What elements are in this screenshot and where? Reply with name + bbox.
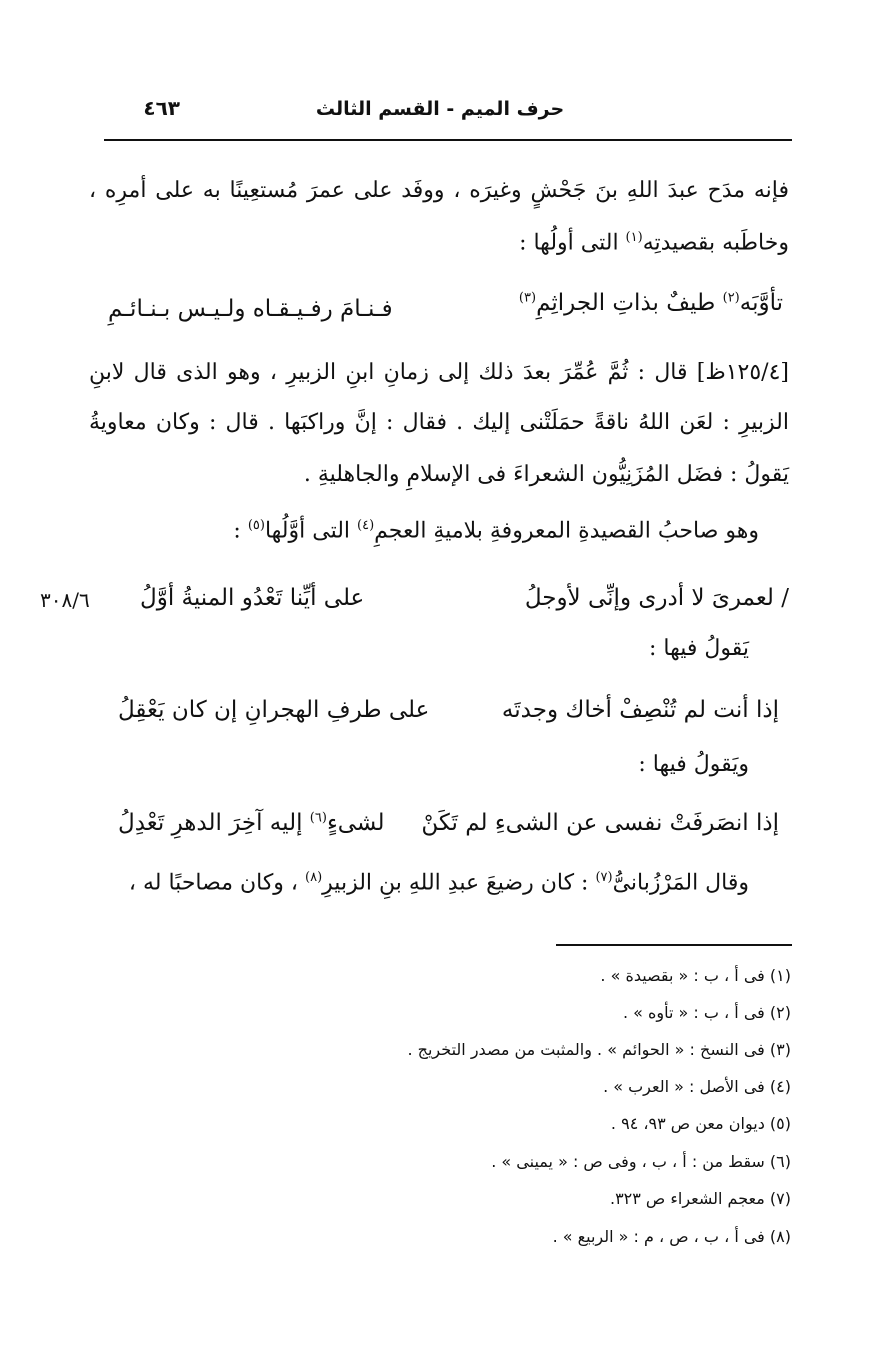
- paragraph-2-line-1: [١٢٥/٤ظ] قال : ثُمَّ عُمِّرَ بعدَ ذلك إلى زمانِ ابنِ الزبيرِ ، وهو الذى قال لابنِ: [89, 360, 789, 385]
- verse-2-first-hemistich: / لعمرىَ لا أدرى وإنِّى لأوجلُ: [524, 585, 789, 611]
- footnote-5: (٥) ديوان معن ص ٩٣، ٩٤ .: [610, 1114, 791, 1133]
- text-run: :: [233, 518, 248, 544]
- text-run: إليه آخِرَ الدهرِ تَعْدِلُ: [118, 810, 310, 836]
- text-run: التى أولُها :: [519, 230, 626, 256]
- page-number: ٤٦٣: [143, 96, 180, 120]
- paragraph-2-line-3: يَقولُ : فضَل المُزَنِيُّون الشعراءَ فى الإسلامِ والجاهليةِ .: [303, 462, 789, 487]
- text-run: لشىءٍ: [326, 810, 385, 836]
- says-in-it-2: ويَقولُ فيها :: [638, 752, 749, 777]
- footnote-6: (٦) سقط من : أ ، ب ، وفى ص : « يمينى » .: [491, 1152, 791, 1171]
- verse-2-second-hemistich: على أيِّنا تَعْدُو المنيةُ أوَّلُ: [140, 585, 365, 611]
- footnote-1: (١) فى أ ، ب : « بقصيدة » .: [600, 966, 791, 985]
- text-run: طيفٌ بذاتِ الجراثِمِ: [536, 290, 723, 316]
- footnote-ref-4: (٤): [357, 518, 375, 533]
- footnote-ref-2: (٢): [722, 290, 740, 306]
- running-header-title: حرف الميم - القسم الثالث: [315, 98, 565, 120]
- text-run: : كان رضيعَ عبدِ اللهِ بنِ الزبيرِ: [322, 870, 596, 896]
- text-run: وخاطَبه بقصيدتِه: [642, 230, 789, 256]
- footnote-8: (٨) فى أ ، ب ، ص ، م : « الربيع » .: [552, 1227, 791, 1246]
- text-run: وقال المَرْزُبانىُّ: [612, 870, 749, 896]
- footnote-3: (٣) فى النسخ : « الحوائم » . والمثبت من مصدر التخريج .: [407, 1040, 791, 1059]
- text-run: ، وكان مصاحبًا له ،: [128, 870, 306, 896]
- verse-1-second-hemistich: فـنـامَ رفـيـقـاه ولـيـس بـنـائـمِ: [108, 296, 393, 322]
- footnote-ref-8: (٨): [305, 870, 323, 885]
- says-in-it-1: يَقولُ فيها :: [649, 636, 749, 661]
- text-run: وهو صاحبُ القصيدةِ المعروفةِ بلاميةِ العجمِ: [374, 518, 759, 544]
- paragraph-2-line-2: الزبيرِ : لعَن اللهُ ناقةً حمَلَتْنى إليك . فقال : إنَّ وراكبَها . قال : وكان معاويةُ: [89, 410, 789, 435]
- margin-reference: ٣٠٨/٦: [40, 588, 90, 612]
- verse-3-first-hemistich: إذا أنت لم تُنْصِفْ أخاك وجدتَه: [501, 697, 779, 723]
- footnote-ref-5: (٥): [247, 518, 265, 533]
- verse-4-second-hemistich: [118, 810, 384, 836]
- footnote-ref-7: (٧): [595, 870, 613, 885]
- footnote-ref-1: (١): [625, 230, 643, 245]
- paragraph-1-line-1: فإنه مدَح عبدَ اللهِ بنَ جَحْشٍ وغيرَه ، ووفَد على عمرَ مُستعِينًا به على أمرِه ،: [89, 178, 789, 203]
- paragraph-1-line-2: [89, 230, 789, 255]
- verse-4-first-hemistich: إذا انصَرفَتْ نفسى عن الشىءِ لم تَكَنْ: [421, 810, 779, 836]
- footnote-7: (٧) معجم الشعراء ص ٣٢٣.: [609, 1189, 791, 1208]
- paragraph-3: [59, 518, 759, 543]
- footnote-ref-3: (٣): [518, 290, 537, 306]
- paragraph-4: [49, 870, 749, 895]
- header-rule: [104, 139, 792, 141]
- footnote-ref-6: (٦): [309, 810, 327, 826]
- text-run: التى أوَّلُها: [264, 518, 358, 544]
- verse-3-second-hemistich: على طرفِ الهجرانِ إن كان يَعْقِلُ: [118, 697, 430, 723]
- footnote-2: (٢) فى أ ، ب : « تأوه » .: [622, 1003, 791, 1022]
- verse-1-first-hemistich: [519, 290, 783, 316]
- text-run: تأوَّبَه: [739, 290, 783, 316]
- footnote-4: (٤) فى الأصل : « العرب » .: [603, 1077, 791, 1096]
- footnote-separator: [556, 944, 792, 946]
